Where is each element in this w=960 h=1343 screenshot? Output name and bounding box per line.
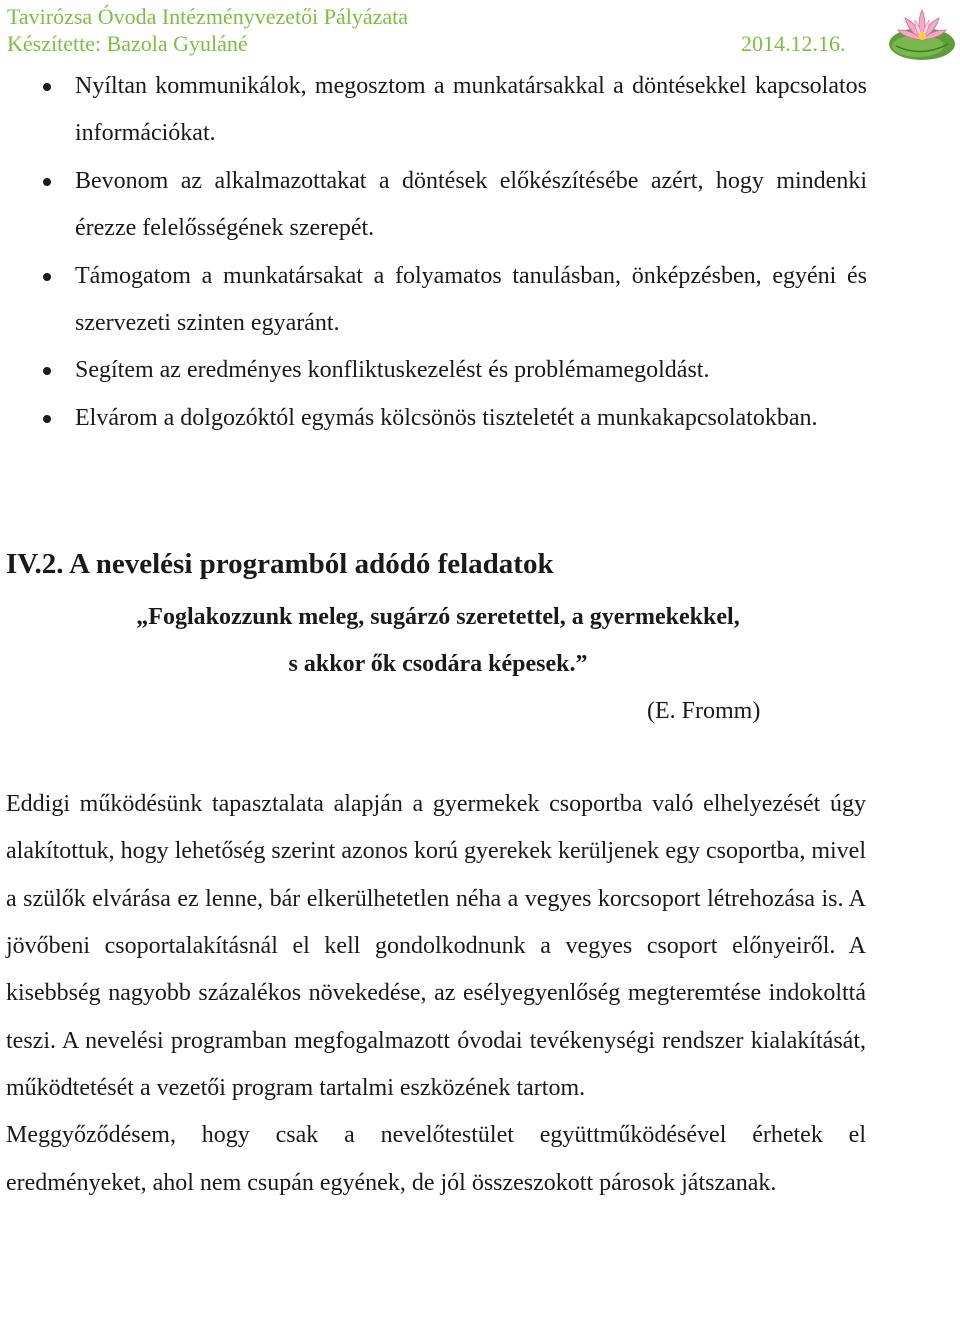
section-heading: IV.2. A nevelési programból adódó feladatok <box>6 548 554 580</box>
leadership-bullet-list <box>0 63 960 442</box>
list-item-text: Elvárom a dolgozóktól egymás kölcsönös tiszteletét a munkakapcsolatokban. <box>75 404 818 431</box>
list-item-text: Támogatom a munkatársakat a folyamatos tanulásban, önképzésben, egyéni és szervezeti szinten egyaránt. <box>75 262 867 337</box>
header-title: Tavirózsa Óvoda Intézményvezetői Pályázata <box>7 4 408 29</box>
quote-line-2: s akkor ők csodára képesek.” <box>288 651 588 677</box>
list-item <box>75 395 867 442</box>
list-item-text: Nyíltan kommunikálok, megosztom a munkatársakkal a döntésekkel kapcsolatos információkat. <box>75 73 867 147</box>
list-item <box>75 253 867 348</box>
quote-author: (E. Fromm) <box>647 698 761 724</box>
body-text <box>6 781 866 1207</box>
header-date: 2014.12.16. <box>741 31 846 56</box>
bullet-icon <box>43 273 51 281</box>
paragraph: Meggyőződésem, hogy csak a nevelőtestület együttműködésével érhetek el eredményeket, ahol nem csupán egyének, de jól összeszokott párosok játszanak. <box>6 1122 866 1196</box>
motto-quote <box>0 594 876 688</box>
paragraph: Eddigi működésünk tapasztalata alapján a gyermekek csoportba való elhelyezését úgy alakítottuk, hogy lehetőség szerint azonos korú gyerekek kerüljenek egy csoportba, mivel a szülők elvárása ez lenne, bár elkerülhetetlen néha a vegyes korcsoport létrehozása is. A jövőbeni csoportalakításnál el kell gondolkodnunk a vegyes csoport előnyeiről. A kisebbség nagyobb százalékos növekedése, az esélyegyenlőség megteremtése indokolttá teszi. A nevelési programban megfogalmazott óvodai tevékenységi rendszer kialakítását, működtetését a vezetői program tartalmi eszközének tartom. <box>6 791 866 1102</box>
list-item <box>75 63 867 158</box>
quote-line-1: „Foglakozzunk meleg, sugárzó szeretettel, a gyermekekkel, <box>136 604 740 630</box>
bullet-icon <box>43 83 51 91</box>
bullet-icon <box>43 178 51 186</box>
bullet-icon <box>43 415 51 423</box>
bullet-icon <box>43 367 51 375</box>
list-item <box>75 158 867 253</box>
list-item-text: Bevonom az alkalmazottakat a döntések előkészítésébe azért, hogy mindenki érezze felelősségének szerepét. <box>75 167 867 242</box>
header-author: Készítette: Bazola Gyuláné <box>7 31 248 56</box>
list-item-text: Segítem az eredményes konfliktuskezelést és problémamegoldást. <box>75 357 710 384</box>
list-item <box>75 347 867 394</box>
